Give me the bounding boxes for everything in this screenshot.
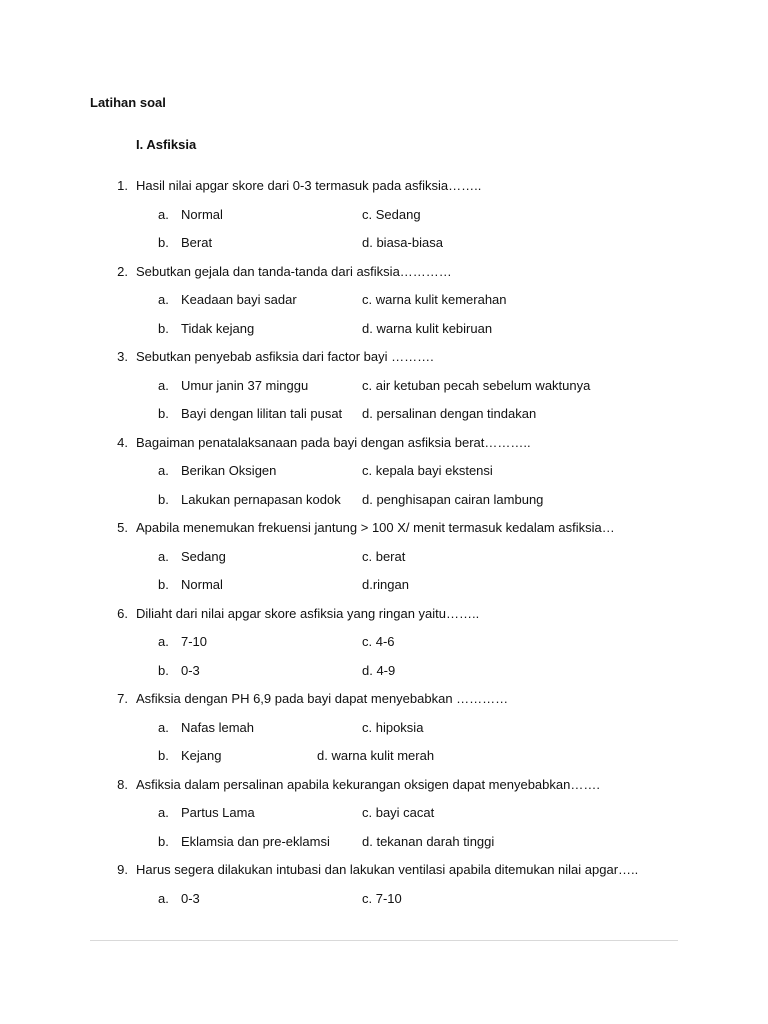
question-4 <box>0 433 768 462</box>
question-number: 6. <box>117 605 128 621</box>
option-row <box>0 461 768 490</box>
option-left-text: Partus Lama <box>181 805 255 820</box>
option-left-text: Sedang <box>181 548 226 564</box>
option-right-text: c. hipoksia <box>362 719 424 735</box>
option-row <box>0 632 768 661</box>
question-text: Asfiksia dengan PH 6,9 pada bayi dapat menyebabkan ………… <box>136 691 509 706</box>
option-left-text: Berikan Oksigen <box>181 463 277 478</box>
option-row <box>0 290 768 319</box>
option-right-text: c. air ketuban pecah sebelum waktunya <box>362 377 591 393</box>
option-letter: b. <box>158 662 169 678</box>
option-right-text: c. bayi cacat <box>362 805 435 820</box>
option-right-text: d. warna kulit kebiruan <box>362 320 493 336</box>
question-text: Diliaht dari nilai apgar skore asfiksia yang ringan yaitu…….. <box>136 605 480 621</box>
option-right-text: c. warna kulit kemerahan <box>362 292 507 307</box>
option-row <box>0 661 768 690</box>
question-text: Bagaiman penatalaksanaan pada bayi dengan asfiksia berat……….. <box>136 434 531 450</box>
option-left-text: 0-3 <box>181 662 200 678</box>
question-text: Sebutkan gejala dan tanda-tanda dari asfiksia………… <box>136 263 452 279</box>
question-text: Harus segera dilakukan intubasi dan lakukan ventilasi apabila ditemukan nilai apgar….. <box>136 862 639 877</box>
option-letter: b. <box>158 577 169 592</box>
question-number: 4. <box>117 434 128 450</box>
option-left-text: Umur janin 37 minggu <box>181 377 309 393</box>
option-right-text: c. 7-10 <box>362 890 402 906</box>
option-right-text: c. 4-6 <box>362 634 395 649</box>
question-6 <box>0 604 768 633</box>
option-left-text: Lakukan pernapasan kodok <box>181 491 341 507</box>
option-right-text: d.ringan <box>362 577 409 592</box>
question-text: Sebutkan penyebab asfiksia dari factor bayi ………. <box>136 349 434 364</box>
section-title: I. Asfiksia <box>136 137 197 152</box>
option-row <box>0 832 768 861</box>
question-number: 5. <box>117 520 128 535</box>
option-row <box>0 547 768 576</box>
option-left-text: Berat <box>181 235 213 250</box>
option-right-text: c. Sedang <box>362 206 421 222</box>
option-left-text: Bayi dengan lilitan tali pusat <box>181 406 343 421</box>
question-number: 1. <box>117 178 128 193</box>
option-letter: a. <box>158 890 169 906</box>
question-number: 3. <box>117 349 128 364</box>
option-left-text: Nafas lemah <box>181 719 254 735</box>
option-letter: a. <box>158 548 169 564</box>
question-5 <box>0 518 768 547</box>
question-number: 2. <box>117 263 128 279</box>
option-right-text: d. tekanan darah tinggi <box>362 833 495 849</box>
question-7 <box>0 689 768 718</box>
option-letter: a. <box>158 719 169 735</box>
question-9 <box>0 860 768 889</box>
question-number: 7. <box>117 691 128 706</box>
option-left-text: Tidak kejang <box>181 320 255 336</box>
option-left-text: Normal <box>181 577 223 592</box>
question-text: Apabila menemukan frekuensi jantung > 100 X/ menit termasuk kedalam asfiksia… <box>136 520 615 535</box>
option-left-text: Kejang <box>181 748 222 763</box>
option-row <box>0 746 768 775</box>
question-number: 9. <box>117 862 128 877</box>
document-title: Latihan soal <box>90 95 166 110</box>
option-letter: a. <box>158 634 169 649</box>
option-row <box>0 718 768 747</box>
option-letter: a. <box>158 206 169 222</box>
question-8 <box>0 775 768 804</box>
option-left-text: 0-3 <box>181 890 200 906</box>
option-row <box>0 319 768 348</box>
question-3 <box>0 347 768 376</box>
option-right-text: d. penghisapan cairan lambung <box>362 491 544 507</box>
option-row <box>0 490 768 519</box>
option-row <box>0 889 768 918</box>
option-row <box>0 205 768 234</box>
option-letter: a. <box>158 463 169 478</box>
option-letter: b. <box>158 833 169 849</box>
option-letter: b. <box>158 748 169 763</box>
option-row <box>0 233 768 262</box>
question-text: Hasil nilai apgar skore dari 0-3 termasuk pada asfiksia…….. <box>136 178 482 193</box>
option-right-text: c. berat <box>362 548 406 564</box>
option-letter: a. <box>158 805 169 820</box>
option-row <box>0 404 768 433</box>
option-left-text: Eklamsia dan pre-eklamsi <box>181 833 330 849</box>
question-2 <box>0 262 768 291</box>
option-left-text: Keadaan bayi sadar <box>181 292 297 307</box>
option-right-text: d. biasa-biasa <box>362 235 443 250</box>
option-letter: a. <box>158 377 169 393</box>
question-list <box>0 176 768 917</box>
option-right-text: d. persalinan dengan tindakan <box>362 406 537 421</box>
option-letter: b. <box>158 320 169 336</box>
option-right-text: d. 4-9 <box>362 662 396 678</box>
option-row <box>0 575 768 604</box>
question-text: Asfiksia dalam persalinan apabila kekurangan oksigen dapat menyebabkan……. <box>136 776 600 792</box>
page-divider <box>90 940 678 941</box>
option-row <box>0 803 768 832</box>
option-right-text: c. kepala bayi ekstensi <box>362 463 493 478</box>
option-letter: a. <box>158 292 169 307</box>
option-left-text: 7-10 <box>181 634 208 649</box>
option-left-text: Normal <box>181 206 223 222</box>
option-letter: b. <box>158 406 169 421</box>
option-right-text: d. warna kulit merah <box>317 748 435 763</box>
question-1 <box>0 176 768 205</box>
option-letter: b. <box>158 491 169 507</box>
option-row <box>0 376 768 405</box>
option-letter: b. <box>158 235 169 250</box>
question-number: 8. <box>117 776 128 792</box>
